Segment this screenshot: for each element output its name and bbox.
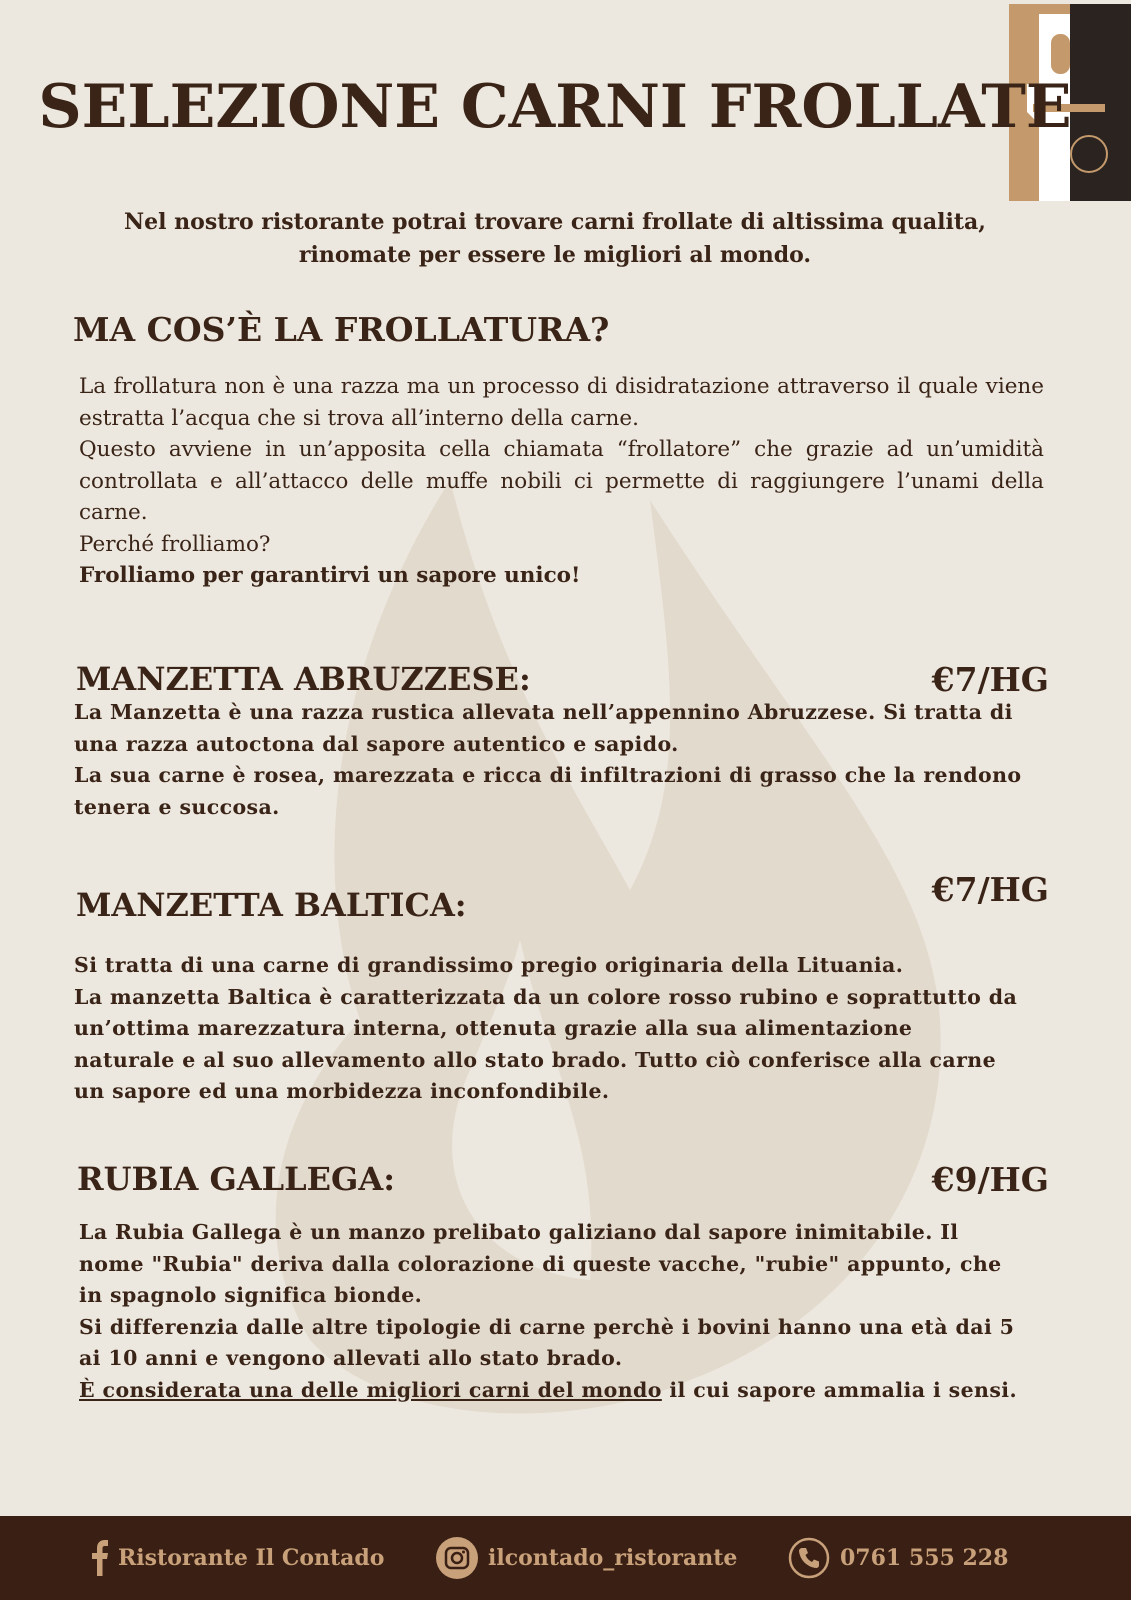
item-price-rubia-gallega: €9/HG	[931, 1160, 1049, 1199]
item-price-manzetta-abruzzese: €7/HG	[931, 660, 1049, 699]
instagram-icon	[436, 1537, 478, 1579]
item-desc-manzetta-baltica	[74, 950, 1017, 1108]
desc-line: un sapore ed una morbidezza inconfondibile.	[74, 1079, 610, 1103]
frollatura-p3: Perché frolliamo?	[79, 531, 271, 557]
desc-line: una razza autoctona dal sapore autentico e sapido.	[74, 731, 679, 756]
desc-line: La manzetta Baltica è caratterizzata da un colore rosso rubino e soprattutto da	[74, 984, 1018, 1009]
frollatura-text	[79, 371, 1044, 592]
footer-facebook[interactable]	[92, 1516, 384, 1600]
desc-line: naturale e al suo allevamento allo stato brado. Tutto ciò conferisce alla carne	[74, 1047, 997, 1072]
page-title: SELEZIONE CARNI FROLLATE	[38, 72, 1072, 142]
desc-line: Si tratta di una carne di grandissimo pregio originaria della Lituania.	[74, 953, 904, 977]
item-title-manzetta-abruzzese: MANZETTA ABRUZZESE:	[76, 660, 531, 698]
desc-line	[79, 1375, 1017, 1407]
item-title-manzetta-baltica: MANZETTA BALTICA:	[76, 886, 467, 924]
desc-line: in spagnolo significa bionde.	[79, 1283, 423, 1307]
facebook-label: Ristorante Il Contado	[118, 1545, 385, 1571]
desc-line: La Manzetta è una razza rustica allevata nell’appennino Abruzzese. Si tratta di	[74, 700, 1013, 724]
frollatura-p4: Frolliamo per garantirvi un sapore unico!	[79, 563, 581, 588]
phone-icon	[788, 1537, 830, 1579]
footer-bar	[0, 1516, 1131, 1600]
footer-phone[interactable]	[788, 1516, 1008, 1600]
item-title-rubia-gallega: RUBIA GALLEGA:	[77, 1160, 395, 1198]
intro-text: Nel nostro ristorante potrai trovare carni frollate di altissima qualita, rinomate per essere le migliori al mondo.	[124, 209, 986, 268]
desc-line: ai 10 anni e vengono allevati allo stato brado.	[79, 1346, 623, 1370]
desc-line: La Rubia Gallega è un manzo prelibato galiziano dal sapore inimitabile. Il	[79, 1220, 959, 1244]
desc-line: un’ottima marezzatura interna, ottenuta grazie alla sua alimentazione	[74, 1016, 913, 1040]
instagram-label: ilcontado_ristorante	[488, 1545, 738, 1571]
desc-line: La sua carne è rosea, marezzata e ricca di infiltrazioni di grasso che la rendono	[74, 763, 1022, 787]
frollatura-heading: MA COS’È LA FROLLATURA?	[73, 310, 610, 349]
item-desc-rubia-gallega	[79, 1217, 1017, 1406]
phone-label: 0761 555 228	[840, 1545, 1009, 1571]
desc-line: nome "Rubia" deriva dalla colorazione di queste vacche, "rubie" appunto, che	[79, 1251, 1002, 1276]
underlined-claim: È considerata una delle migliori carni del mondo	[79, 1377, 662, 1402]
frollatura-p2: Questo avviene in un’apposita cella chiamata “frollatore” che grazie ad un’umidità controllata e all’attacco delle muffe nobili ci permette di raggiungere l’unami della carne.	[79, 437, 1044, 525]
item-price-manzetta-baltica: €7/HG	[931, 870, 1049, 909]
frollatura-p1: La frollatura non è una razza ma un processo di disidratazione attraverso il quale viene estratta l’acqua che si trova all’interno della carne.	[79, 374, 1044, 431]
desc-line: tenera e succosa.	[74, 794, 280, 819]
footer-instagram[interactable]	[436, 1516, 737, 1600]
desc-line: Si differenzia dalle altre tipologie di carne perchè i bovini hanno una età dai 5	[79, 1314, 1015, 1339]
item-desc-manzetta-abruzzese	[74, 697, 1021, 823]
facebook-icon	[92, 1540, 108, 1576]
desc-line-rest: il cui sapore ammalia i sensi.	[661, 1377, 1018, 1402]
